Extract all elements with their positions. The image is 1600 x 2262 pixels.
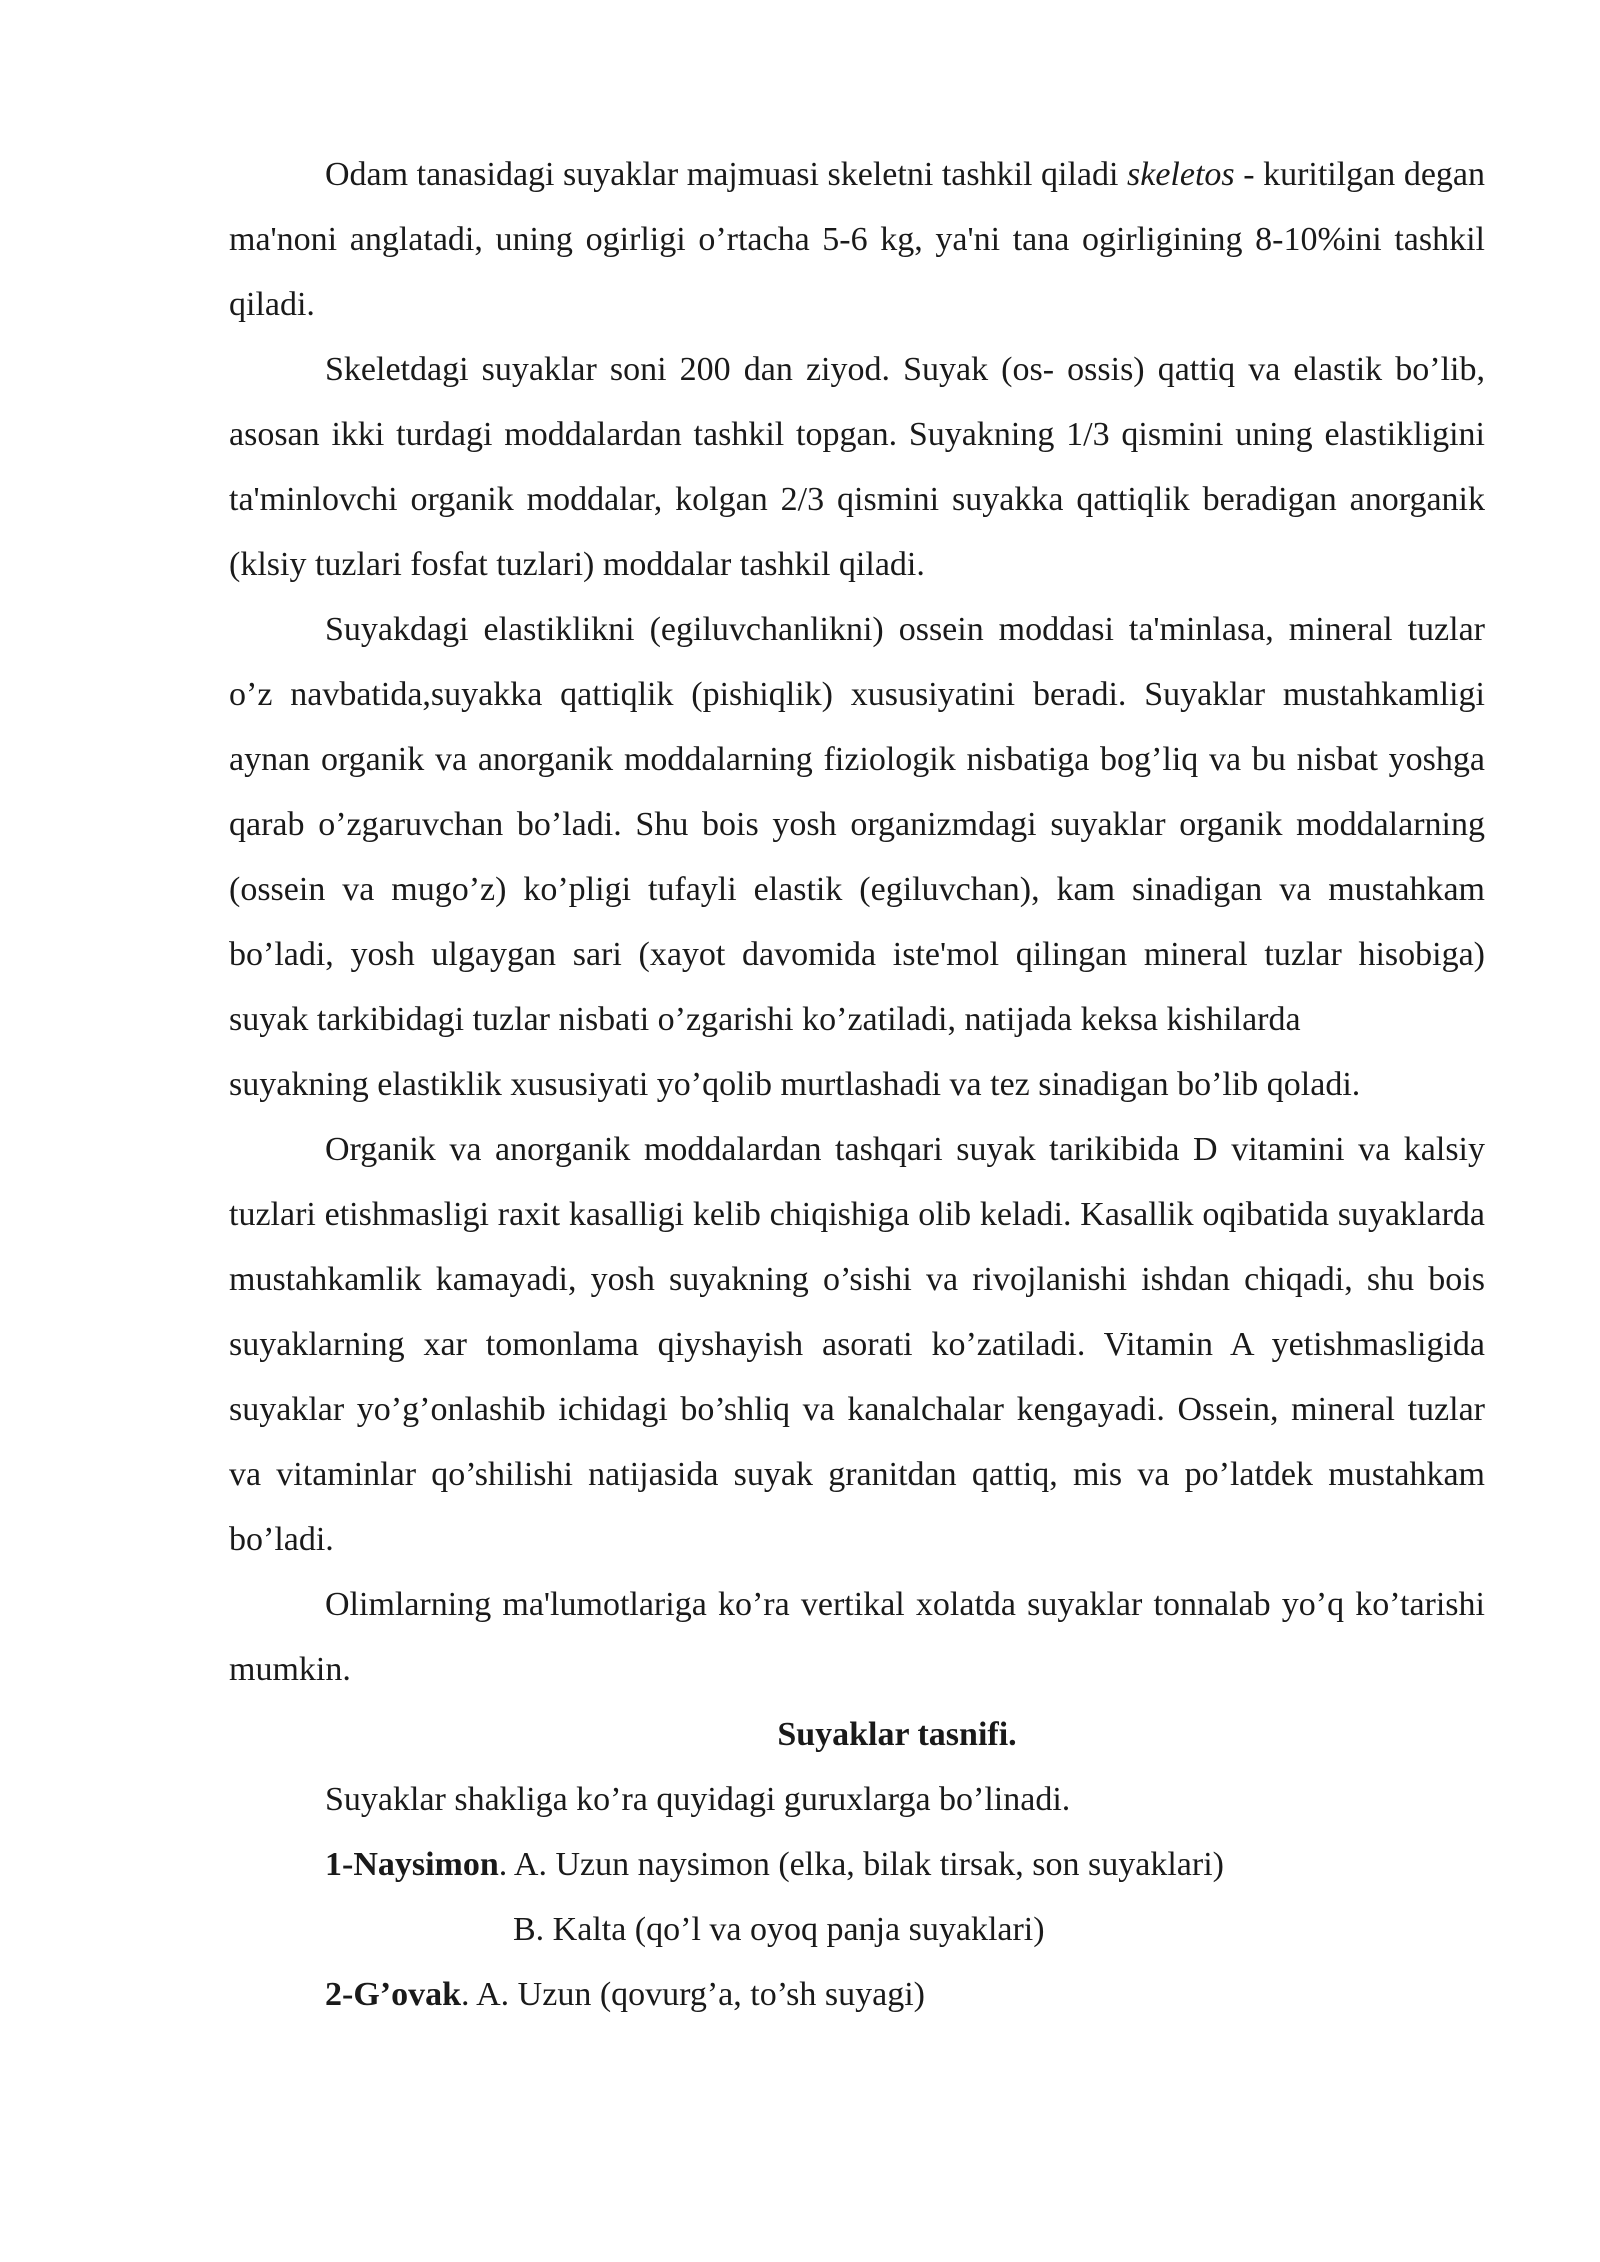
paragraph-text: Organik va anorganik moddalardan tashqari suyak tarikibida D vitamini va kalsiy tuzlari etishmasligi raxit kasalligi kelib chiqishiga olib keladi. Kasallik oqibatida suyaklarda mustahkamlik kamayadi, yosh suyakning o’sishi va rivojlanishi ishdan chiqadi, shu bois suyaklarning xar tomonlama qiyshayish asorati ko’zatiladi. Vitamin A yetishmasligida suyaklar yo’g’onlashib ichidagi bo’shliq va kanalchalar kengayadi. Ossein, mineral tuzlar va vitaminlar qo’shilishi natijasida suyak granitdan qattiq, mis va po’latdek mustahkam bo’ladi.	[229, 1131, 1485, 1558]
paragraph-text: Odam tanasidagi suyaklar majmuasi skeletni tashkil qiladi	[325, 156, 1128, 193]
paragraph-skeleton-intro	[229, 142, 1485, 337]
list-item-naysimon	[229, 1832, 1485, 1897]
paragraph-text: Skeletdagi suyaklar soni 200 dan ziyod. Suyak (os- ossis) qattiq va elastik bo’lib, asosan ikki turdagi moddalardan tashkil topgan. Suyakning 1/3 qismini uning elastikligini ta'minlovchi organik moddalar, kolgan 2/3 qismini suyakka qattiqlik beradigan anorganik (klsiy tuzlari fosfat tuzlari) moddalar tashkil qiladi.	[229, 351, 1485, 583]
classification-intro: Suyaklar shakliga ko’ra quyidagi guruxlarga bo’linadi.	[325, 1781, 1071, 1818]
italic-term-skeletos: skeletos	[1127, 156, 1235, 193]
section-heading: Suyaklar tasnifi.	[777, 1716, 1017, 1753]
list-item-label: 1-Naysimon	[325, 1846, 499, 1883]
paragraph-bone-elasticity	[229, 597, 1485, 1052]
document-page	[229, 142, 1485, 2027]
paragraph-text: - kuritilgan degan ma'noni anglatadi, uning ogirligi o’rtacha 5-6 kg, ya'ni tana ogirligining 8-10%ini tashkil qiladi.	[229, 156, 1486, 323]
paragraph-vitamins	[229, 1117, 1485, 1572]
paragraph-bone-composition	[229, 337, 1485, 597]
paragraph-text: Suyakdagi elastiklikni (egiluvchanlikni) ossein moddasi ta'minlasa, mineral tuzlar o’z navbatida,suyakka qattiqlik (pishiqlik) xususiyatini beradi. Suyaklar mustahkamligi aynan organik va anorganik moddalarning fiziologik nisbatiga bog’liq va bu nisbat yoshga qarab o’zgaruvchan bo’ladi. Shu bois yosh organizmdagi suyaklar organik moddalarning (ossein va mugo’z) ko’pligi tufayli elastik (egiluvchan), kam sinadigan va mustahkam bo’ladi, yosh ulgaygan sari (xayot davomida iste'mol qilingan mineral tuzlar hisobiga) suyak tarkibidagi tuzlar nisbati o’zgarishi ko’zatiladi, natijada keksa kishilarda	[229, 611, 1485, 1038]
paragraph-text: Olimlarning ma'lumotlariga ko’ra vertikal xolatda suyaklar tonnalab yo’q ko’tarishi mumkin.	[229, 1586, 1485, 1688]
list-item-label: 2-G’ovak	[325, 1976, 461, 2013]
list-subitem-kalta: B. Kalta (qo’l va oyoq panja suyaklari)	[513, 1911, 1045, 1948]
list-item-text: . A. Uzun (qovurg’a, to’sh suyagi)	[461, 1976, 925, 2013]
list-item-text: . A. Uzun naysimon (elka, bilak tirsak, son suyaklari)	[498, 1846, 1224, 1883]
list-item-govak	[229, 1962, 1485, 2027]
paragraph-bone-strength	[229, 1572, 1485, 1702]
paragraph-bone-elasticity-continued: suyakning elastiklik xususiyati yo’qolib murtlashadi va tez sinadigan bo’lib qoladi.	[229, 1066, 1361, 1103]
